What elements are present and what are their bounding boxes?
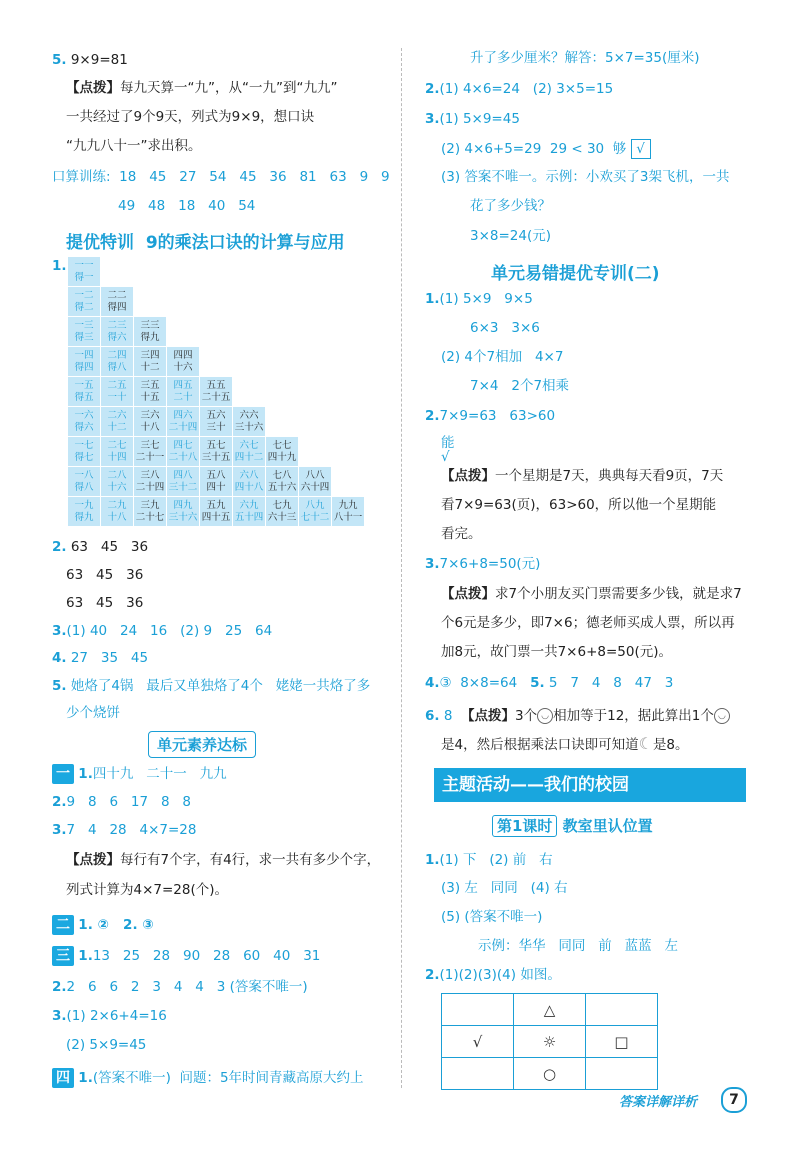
table-cell: 四六 二十四 bbox=[167, 407, 200, 437]
empty-cell bbox=[332, 287, 365, 317]
table-cell: 一二 得二 bbox=[68, 287, 101, 317]
err-q2-tip: 【点拨】一个星期是7天，典典每天看9页，7天 bbox=[441, 468, 724, 484]
empty-cell bbox=[266, 407, 299, 437]
check-box-icon: √ bbox=[631, 139, 651, 159]
section-title-9-multiplication: 提优特训 9的乘法口诀的计算与应用 bbox=[66, 233, 345, 253]
lesson-q1: 1.(1) 下 (2) 前 右 bbox=[425, 852, 553, 868]
question-number: 1. bbox=[52, 258, 67, 274]
table-cell: 一七 得七 bbox=[68, 437, 101, 467]
err-q6-line2: 是4，然后根据乘法口诀即可知道☾是8。 bbox=[441, 734, 689, 753]
oral-training: 口算训练: 18 45 27 54 45 36 81 63 9 9 bbox=[52, 169, 390, 185]
circle-icon: ○ bbox=[514, 1058, 586, 1090]
answer-row: 63 45 36 bbox=[66, 595, 144, 611]
table-cell: 二八 十六 bbox=[101, 467, 134, 497]
empty-cell bbox=[167, 317, 200, 347]
empty-cell bbox=[332, 317, 365, 347]
table-cell: 四九 三十六 bbox=[167, 497, 200, 527]
table-cell: 二六 十二 bbox=[101, 407, 134, 437]
part-one-q2: 2.9 8 6 17 8 8 bbox=[52, 794, 192, 810]
empty-cell bbox=[332, 467, 365, 497]
empty-cell bbox=[233, 257, 266, 287]
answer-line: 3×8=24(元) bbox=[470, 228, 552, 244]
lesson-header: 第1课时 教室里认位置 bbox=[492, 815, 653, 836]
part-three-q3: 3.(1) 2×6+4=16 bbox=[52, 1008, 167, 1024]
table-cell: 二七 十四 bbox=[101, 437, 134, 467]
table-cell: 一一 得一 bbox=[68, 257, 101, 287]
table-cell: 三四 十二 bbox=[134, 347, 167, 377]
table-cell: 二四 得八 bbox=[101, 347, 134, 377]
section-title-unit-standard: 单元素养达标 bbox=[148, 731, 256, 758]
empty-cell bbox=[299, 257, 332, 287]
empty-cell bbox=[332, 257, 365, 287]
left-q5b: 5. 她烙了4锅 最后又单独烙了4个 姥姥一共烙了多 bbox=[52, 678, 371, 694]
table-cell: 六六 三十六 bbox=[233, 407, 266, 437]
grid-cell bbox=[442, 1058, 514, 1090]
err-q2-answer: 能 √ bbox=[441, 435, 455, 465]
oral-training-row2: 49 48 18 40 54 bbox=[118, 198, 256, 214]
table-cell: 八九 七十二 bbox=[299, 497, 332, 527]
empty-cell bbox=[266, 317, 299, 347]
table-cell: 三七 二十一 bbox=[134, 437, 167, 467]
left-q5-tip: 【点拨】每九天算一“九”，从“一九”到“九九” bbox=[66, 80, 338, 96]
table-cell: 一四 得四 bbox=[68, 347, 101, 377]
table-cell: 五六 三十 bbox=[200, 407, 233, 437]
right-q3: 3.(1) 5×9=45 bbox=[425, 111, 520, 127]
part-one-q3: 3.7 4 28 4×7=28 bbox=[52, 822, 197, 838]
empty-cell bbox=[233, 347, 266, 377]
tip-line: 看7×9=63(页)，63>60，所以他一个星期能 bbox=[441, 497, 717, 513]
tip-line: 看完。 bbox=[441, 526, 482, 542]
empty-cell bbox=[167, 257, 200, 287]
table-cell: 四七 二十八 bbox=[167, 437, 200, 467]
table-cell: 七九 六十三 bbox=[266, 497, 299, 527]
grid-cell bbox=[586, 994, 658, 1026]
empty-cell bbox=[167, 287, 200, 317]
empty-cell bbox=[266, 347, 299, 377]
left-q4: 4. 27 35 45 bbox=[52, 650, 149, 666]
table-cell: 五九 四十五 bbox=[200, 497, 233, 527]
empty-cell bbox=[299, 287, 332, 317]
table-cell: 六七 四十二 bbox=[233, 437, 266, 467]
left-q3: 3.(1) 40 24 16 (2) 9 25 64 bbox=[52, 623, 273, 639]
grid-cell bbox=[586, 1058, 658, 1090]
theme-activity-banner: 主题活动——我们的校园 bbox=[430, 768, 746, 802]
err-q4-q5: 4.③ 8×8=64 5. 5 7 4 8 47 3 bbox=[425, 675, 674, 691]
table-cell: 七七 四十九 bbox=[266, 437, 299, 467]
right-q3-part2: (2) 4×6+5=29 29 < 30 够 √ bbox=[441, 139, 651, 159]
table-cell: 七八 五十六 bbox=[266, 467, 299, 497]
position-grid bbox=[441, 993, 658, 1090]
multiplication-table bbox=[67, 256, 365, 527]
empty-cell bbox=[299, 317, 332, 347]
table-cell: 六九 五十四 bbox=[233, 497, 266, 527]
empty-cell bbox=[266, 257, 299, 287]
empty-cell bbox=[299, 407, 332, 437]
sun-icon: ☼ bbox=[514, 1026, 586, 1058]
err-q1: 1.(1) 5×9 9×5 bbox=[425, 291, 533, 307]
empty-cell bbox=[101, 257, 134, 287]
err-q6: 6. 8 【点拨】3个 ◡ 相加等于12，据此算出1个 ◡ bbox=[425, 706, 730, 726]
answer-line: (2) 5×9=45 bbox=[66, 1037, 147, 1053]
right-q2: 2.(1) 4×6=24 (2) 3×5=15 bbox=[425, 81, 614, 97]
empty-cell bbox=[200, 317, 233, 347]
empty-cell bbox=[299, 377, 332, 407]
err-q3: 3.7×6+8=50(元) bbox=[425, 556, 541, 572]
table-cell: 三九 二十七 bbox=[134, 497, 167, 527]
table-cell: 四四 十六 bbox=[167, 347, 200, 377]
table-cell: 一三 得三 bbox=[68, 317, 101, 347]
table-cell: 六八 四十八 bbox=[233, 467, 266, 497]
part-four: 四 1.(答案不唯一) 问题：5年时间青藏高原大约上 bbox=[52, 1068, 364, 1088]
smiley-face-icon: ◡ bbox=[537, 708, 553, 724]
column-divider bbox=[401, 48, 402, 1088]
empty-cell bbox=[200, 347, 233, 377]
table-cell: 八八 六十四 bbox=[299, 467, 332, 497]
empty-cell bbox=[266, 377, 299, 407]
table-cell: 三六 十八 bbox=[134, 407, 167, 437]
table-cell: 二五 一十 bbox=[101, 377, 134, 407]
answer-line: (3) 答案不唯一。示例：小欢买了3架飞机，一共 bbox=[441, 169, 730, 185]
table-cell: 二三 得六 bbox=[101, 317, 134, 347]
answer-line: 花了多少钱？ bbox=[470, 198, 551, 214]
empty-cell bbox=[332, 407, 365, 437]
empty-cell bbox=[134, 257, 167, 287]
answer-line: 少个烧饼 bbox=[66, 705, 120, 721]
empty-cell bbox=[200, 287, 233, 317]
check-icon: √ bbox=[442, 1026, 514, 1058]
grid-cell bbox=[442, 994, 514, 1026]
table-cell: 一八 得八 bbox=[68, 467, 101, 497]
footer-label: 答案详解详析 bbox=[619, 1095, 698, 1110]
smiley-face-icon: ◡ bbox=[714, 708, 730, 724]
table-cell: 四五 二十 bbox=[167, 377, 200, 407]
table-cell: 一五 得五 bbox=[68, 377, 101, 407]
answer-row: 63 45 36 bbox=[66, 567, 144, 583]
table-cell: 三五 十五 bbox=[134, 377, 167, 407]
table-cell: 一九 得九 bbox=[68, 497, 101, 527]
err-q2: 2.7×9=63 63>60 bbox=[425, 408, 556, 424]
left-q2: 2. 63 45 36 bbox=[52, 539, 149, 555]
table-cell: 三八 二十四 bbox=[134, 467, 167, 497]
part-three: 三 1.13 25 28 90 28 60 40 31 bbox=[52, 946, 320, 966]
answer-line: (5) (答案不唯一) bbox=[441, 909, 543, 925]
table-cell: 九九 八十一 bbox=[332, 497, 365, 527]
answer-line: 6×3 3×6 bbox=[470, 320, 540, 336]
answer-line: (2) 4个7相加 4×7 bbox=[441, 349, 564, 365]
empty-cell bbox=[299, 437, 332, 467]
empty-cell bbox=[299, 347, 332, 377]
tip-line: 列式计算为4×7=28(个)。 bbox=[66, 882, 229, 898]
table-cell: 四八 三十二 bbox=[167, 467, 200, 497]
tip-line: 个6元是多少，即7×6；德老师买成人票，所以再 bbox=[441, 615, 735, 631]
empty-cell bbox=[332, 437, 365, 467]
tip-line: 加8元，故门票一共7×6+8=50(元)。 bbox=[441, 644, 673, 660]
table-cell: 一六 得六 bbox=[68, 407, 101, 437]
empty-cell bbox=[332, 377, 365, 407]
table-cell: 五五 二十五 bbox=[200, 377, 233, 407]
empty-cell bbox=[233, 287, 266, 317]
part-three-q2: 2.2 6 6 2 3 4 4 3 (答案不唯一) bbox=[52, 979, 308, 995]
part-two: 二 1. ② 2. ③ bbox=[52, 915, 154, 935]
left-q5: 5. 9×9=81 bbox=[52, 52, 128, 68]
lesson-q2: 2.(1)(2)(3)(4) 如图。 bbox=[425, 967, 561, 983]
triangle-icon: △ bbox=[514, 994, 586, 1026]
table-cell: 三三 得九 bbox=[134, 317, 167, 347]
check-icon: √ bbox=[441, 449, 450, 465]
answer-line: 示例：华华 同同 前 蓝蓝 左 bbox=[478, 938, 678, 954]
empty-cell bbox=[233, 377, 266, 407]
page-number: 7 bbox=[721, 1087, 747, 1113]
square-icon: □ bbox=[586, 1026, 658, 1058]
table-cell: 五八 四十 bbox=[200, 467, 233, 497]
tip-line: 一共经过了9个9天，列式为9×9，想口诀 bbox=[66, 109, 315, 125]
table-cell: 二九 十八 bbox=[101, 497, 134, 527]
table-cell: 二二 得四 bbox=[101, 287, 134, 317]
section-title-error-training: 单元易错提优专训(二) bbox=[491, 264, 660, 284]
empty-cell bbox=[200, 257, 233, 287]
continued-answer: 升了多少厘米？解答：5×7=35(厘米) bbox=[470, 50, 700, 66]
empty-cell bbox=[266, 287, 299, 317]
moon-icon: ☾ bbox=[638, 734, 653, 753]
err-q3-tip: 【点拨】求7个小朋友买门票需要多少钱，就是求7 bbox=[441, 586, 742, 602]
empty-cell bbox=[332, 347, 365, 377]
empty-cell bbox=[233, 317, 266, 347]
part-one: 一 1.四十九 二十一 九九 bbox=[52, 764, 227, 784]
table-cell: 五七 三十五 bbox=[200, 437, 233, 467]
answer-line: (3) 左 同同 (4) 右 bbox=[441, 880, 568, 896]
answer-line: 7×4 2个7相乘 bbox=[470, 378, 570, 394]
tip-line: “九九八十一”求出积。 bbox=[66, 138, 202, 154]
empty-cell bbox=[134, 287, 167, 317]
part-one-tip: 【点拨】每行有7个字，有4行，求一共有多少个字， bbox=[66, 852, 381, 868]
